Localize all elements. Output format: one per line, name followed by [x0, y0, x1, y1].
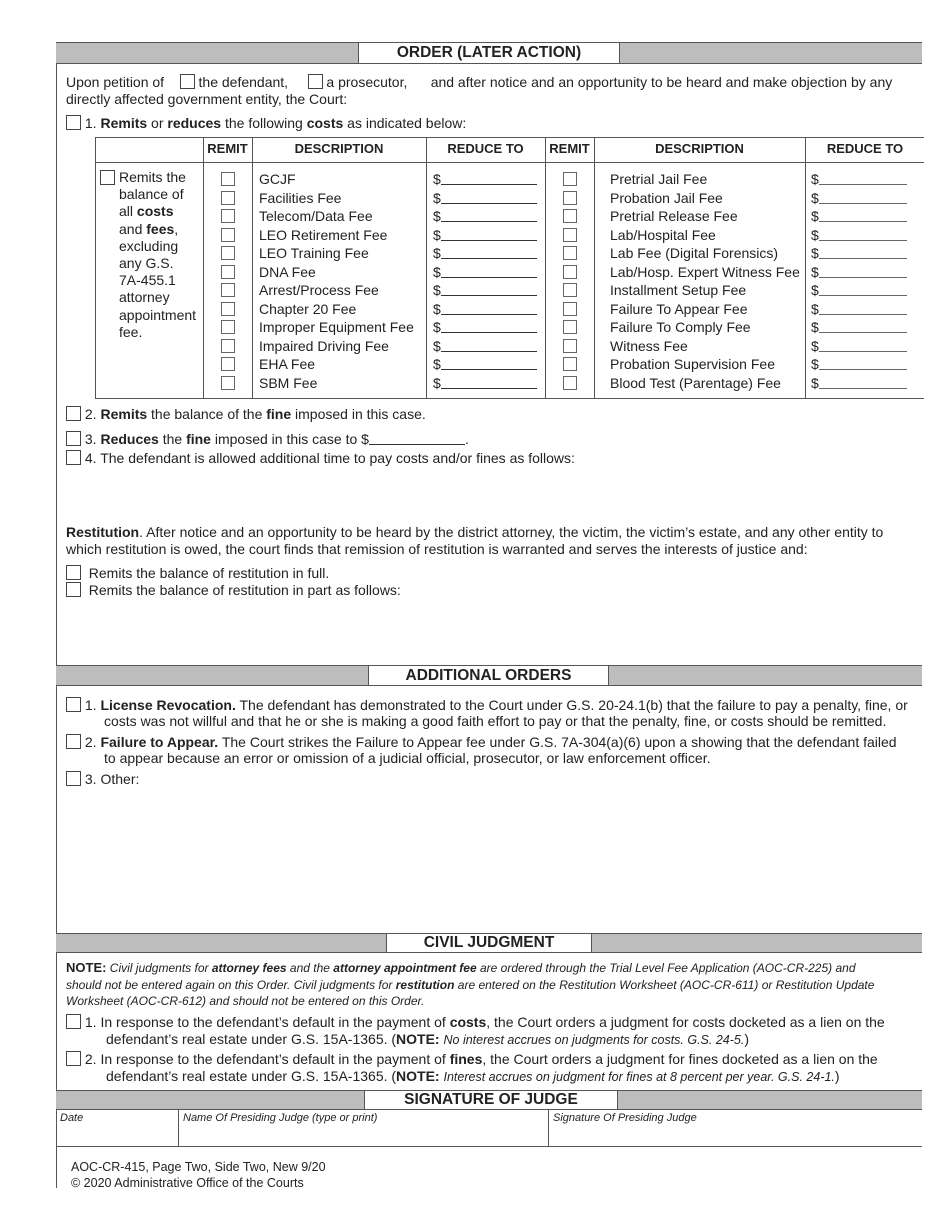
right-fee-description: Pretrial Release Fee	[610, 208, 738, 224]
left-reduce-to-field[interactable]	[441, 265, 537, 278]
section-title-signature: SIGNATURE OF JUDGE	[364, 1090, 618, 1110]
left-remit-row	[203, 207, 252, 226]
right-remit-checkbox[interactable]	[563, 320, 577, 334]
right-fee-description: Failure To Appear Fee	[610, 300, 748, 317]
left-reduce-to-row	[433, 189, 537, 208]
restitution-full-checkbox[interactable]	[66, 565, 81, 580]
header-reduce-to-right: REDUCE TO	[826, 141, 904, 156]
dollar-sign: $	[433, 189, 441, 206]
left-remit-checkbox[interactable]	[221, 228, 235, 242]
right-reduce-to-field[interactable]	[819, 246, 907, 259]
left-fee-description: DNA Fee	[259, 263, 316, 280]
left-reduce-to-field[interactable]	[441, 339, 537, 352]
right-remit-checkbox[interactable]	[563, 228, 577, 242]
right-remit-row	[545, 374, 594, 393]
restitution-part-checkbox[interactable]	[66, 582, 81, 597]
right-reduce-to-field[interactable]	[819, 191, 907, 204]
section-bar-order	[56, 42, 922, 64]
dollar-sign: $	[433, 226, 441, 243]
left-reduce-to-field[interactable]	[441, 246, 537, 259]
left-reduce-to-field[interactable]	[441, 320, 537, 333]
left-reduce-to-row	[433, 244, 537, 263]
left-reduce-to-row	[433, 207, 537, 226]
dollar-sign: $	[433, 300, 441, 317]
additional-item-1-line-2: costs was not willful and that he or she is making a good faith effort to pay or that the penalty, fine, or costs should be remitted.	[104, 713, 887, 729]
left-reduce-to-field[interactable]	[441, 357, 537, 370]
right-fee-description: Pretrial Jail Fee	[610, 171, 708, 187]
left-reduce-to-row	[433, 263, 537, 282]
left-remit-row	[203, 244, 252, 263]
left-reduce-to-row	[433, 355, 537, 374]
right-reduce-to-row	[811, 244, 907, 263]
right-remit-row	[545, 337, 594, 356]
right-reduce-to-row	[811, 355, 907, 374]
right-remit-row	[545, 281, 594, 300]
right-reduce-to-row	[811, 207, 907, 226]
additional-item-3: 3. Other:	[66, 771, 139, 788]
remit-left-column	[203, 170, 252, 392]
left-remit-checkbox[interactable]	[221, 302, 235, 316]
left-fee-description: Arrest/Process Fee	[259, 282, 379, 298]
right-reduce-to-row	[811, 170, 907, 189]
left-remit-checkbox[interactable]	[221, 172, 235, 186]
right-fee-description: Lab/Hospital Fee	[610, 226, 716, 243]
left-fee-description: LEO Training Fee	[259, 245, 369, 261]
left-reduce-to-field[interactable]	[441, 228, 537, 241]
civil-costs-checkbox[interactable]	[66, 1014, 81, 1029]
left-reduce-to-field[interactable]	[441, 302, 537, 315]
reduce-to-left-column	[433, 170, 537, 392]
dollar-sign: $	[811, 282, 819, 298]
left-fee-description: Improper Equipment Fee	[259, 319, 414, 335]
additional-item-1: 1. License Revocation. The defendant has demonstrated to the Court under G.S. 20-24.1(b) that the failure to pay a penalty, fine, or	[66, 697, 908, 714]
left-remit-checkbox[interactable]	[221, 265, 235, 279]
petition-line: Upon petition of the defendant, a prosecutor, and after notice and an opportunity to be heard and make objection by any	[66, 74, 893, 90]
right-remit-row	[545, 226, 594, 245]
section-bar-additional	[56, 665, 922, 686]
left-reduce-to-field[interactable]	[441, 283, 537, 296]
left-reduce-to-row	[433, 318, 537, 337]
right-reduce-to-row	[811, 281, 907, 300]
left-remit-checkbox[interactable]	[221, 246, 235, 260]
left-reduce-to-field[interactable]	[441, 191, 537, 204]
left-reduce-to-row	[433, 300, 537, 319]
left-reduce-to-row	[433, 226, 537, 245]
right-reduce-to-field[interactable]	[819, 172, 907, 185]
dollar-sign: $	[811, 245, 819, 261]
left-fee-description: EHA Fee	[259, 356, 316, 372]
restitution-full-option: Remits the balance of restitution in full.	[66, 565, 329, 582]
left-remit-checkbox[interactable]	[221, 376, 235, 390]
header-reduce-to-left: REDUCE TO	[447, 141, 524, 156]
left-reduce-to-row	[433, 281, 537, 300]
left-fee-description: Chapter 20 Fee	[259, 300, 357, 317]
civil-item-1: 1. In response to the defendant’s default in the payment of costs, the Court orders a judgment for costs docketed as a lien on the	[66, 1014, 885, 1031]
right-reduce-to-row	[811, 318, 907, 337]
left-remit-row	[203, 337, 252, 356]
right-remit-checkbox[interactable]	[563, 339, 577, 353]
left-remit-row	[203, 300, 252, 319]
right-reduce-to-row	[811, 374, 907, 393]
item-4-additional-time: 4. The defendant is allowed additional time to pay costs and/or fines as follows:	[66, 450, 575, 467]
right-reduce-to-field[interactable]	[819, 339, 907, 352]
right-reduce-to-row	[811, 226, 907, 245]
left-fee-description: Impaired Driving Fee	[259, 337, 389, 354]
right-reduce-to-field[interactable]	[819, 228, 907, 241]
dollar-sign: $	[433, 356, 441, 372]
left-fee-description: SBM Fee	[259, 374, 318, 391]
dollar-sign: $	[433, 337, 441, 354]
dollar-sign: $	[811, 226, 819, 243]
restitution-part-option: Remits the balance of restitution in part as follows:	[66, 582, 401, 599]
civil-fines-checkbox[interactable]	[66, 1051, 81, 1066]
right-reduce-to-field[interactable]	[819, 320, 907, 333]
right-reduce-to-field[interactable]	[819, 376, 907, 389]
right-remit-checkbox[interactable]	[563, 265, 577, 279]
judge-signature-field[interactable]	[549, 1124, 921, 1145]
date-field-label: Date	[60, 1112, 84, 1124]
right-remit-checkbox[interactable]	[563, 376, 577, 390]
right-reduce-to-field[interactable]	[819, 283, 907, 296]
copyright: © 2020 Administrative Office of the Courts	[71, 1176, 304, 1190]
remits-all-checkbox-wrap	[100, 170, 115, 186]
dollar-sign: $	[811, 208, 819, 224]
right-remit-row	[545, 207, 594, 226]
other-checkbox[interactable]	[66, 771, 81, 786]
right-fee-description: Witness Fee	[610, 337, 688, 354]
failure-to-appear-checkbox[interactable]	[66, 734, 81, 749]
civil-item-2-line-2: defendant’s real estate under G.S. 15A-1365. (NOTE: Interest accrues on judgment for fines at 8 percent per year. G.S. 24-1.)	[106, 1068, 840, 1084]
section-bar-signature	[56, 1090, 922, 1110]
right-remit-checkbox[interactable]	[563, 283, 577, 297]
right-fee-description: Lab Fee (Digital Forensics)	[610, 245, 779, 261]
left-reduce-to-row	[433, 337, 537, 356]
petition-line-2: directly affected government entity, the Court:	[66, 91, 348, 107]
section-bar-civil	[56, 933, 922, 953]
left-remit-row	[203, 263, 252, 282]
section-title-civil: CIVIL JUDGMENT	[386, 933, 592, 953]
dollar-sign: $	[433, 282, 441, 298]
item-4-checkbox[interactable]	[66, 450, 81, 465]
right-reduce-to-field[interactable]	[819, 265, 907, 278]
header-description-left: DESCRIPTION	[294, 141, 384, 156]
item-3-reduces-fine: 3. Reduces the fine imposed in this case to $ .	[66, 431, 469, 448]
left-reduce-to-field[interactable]	[441, 376, 537, 389]
item-2-checkbox[interactable]	[66, 406, 81, 421]
right-reduce-to-row	[811, 189, 907, 208]
right-reduce-to-row	[811, 337, 907, 356]
right-fee-description: Installment Setup Fee	[610, 282, 747, 298]
header-remit-right: REMIT	[549, 141, 590, 156]
right-reduce-to-field[interactable]	[819, 357, 907, 370]
defendant-checkbox[interactable]	[180, 74, 195, 89]
judge-signature-field-label: Signature Of Presiding Judge	[553, 1112, 697, 1124]
header-remit-left: REMIT	[207, 141, 248, 156]
left-remit-checkbox[interactable]	[221, 357, 235, 371]
left-remit-checkbox[interactable]	[221, 320, 235, 334]
judge-name-field-label: Name Of Presiding Judge (type or print)	[183, 1112, 378, 1124]
left-reduce-to-field[interactable]	[441, 172, 537, 185]
civil-item-2: 2. In response to the defendant’s default in the payment of fines, the Court orders a judgment for fines docketed as a lien on the	[66, 1051, 878, 1068]
dollar-sign: $	[811, 189, 819, 206]
right-remit-checkbox[interactable]	[563, 209, 577, 223]
fee-table	[95, 137, 924, 399]
left-fee-description: LEO Retirement Fee	[259, 226, 388, 243]
left-fee-description: Facilities Fee	[259, 189, 342, 206]
additional-item-2: 2. Failure to Appear. The Court strikes the Failure to Appear fee under G.S. 7A-304(a)(6) upon a showing that the defendant failed	[66, 734, 897, 751]
right-remit-row	[545, 244, 594, 263]
section-title-additional: ADDITIONAL ORDERS	[368, 665, 609, 686]
date-field[interactable]	[57, 1124, 177, 1145]
reduce-fine-amount-field[interactable]	[369, 432, 465, 445]
right-reduce-to-row	[811, 300, 907, 319]
left-remit-row	[203, 374, 252, 393]
additional-item-2-line-2: to appear because an error or omission of a judicial official, prosecutor, or law enforcement officer.	[104, 750, 711, 766]
left-remit-checkbox[interactable]	[221, 191, 235, 205]
judge-name-field[interactable]	[179, 1124, 547, 1145]
left-remit-row	[203, 189, 252, 208]
right-fee-description: Probation Supervision Fee	[610, 356, 775, 372]
license-revocation-checkbox[interactable]	[66, 697, 81, 712]
remit-right-column	[545, 170, 594, 392]
right-fee-description: Blood Test (Parentage) Fee	[610, 374, 781, 391]
right-remit-row	[545, 263, 594, 282]
dollar-sign: $	[433, 208, 441, 224]
right-reduce-to-row	[811, 263, 907, 282]
right-fee-description: Probation Jail Fee	[610, 189, 723, 206]
prosecutor-checkbox[interactable]	[308, 74, 323, 89]
dollar-sign: $	[811, 374, 819, 391]
left-remit-row	[203, 226, 252, 245]
dollar-sign: $	[811, 337, 819, 354]
form-left-border	[56, 42, 57, 1188]
section-title-order: ORDER (LATER ACTION)	[358, 42, 620, 64]
dollar-sign: $	[811, 171, 819, 187]
form-number: AOC-CR-415, Page Two, Side Two, New 9/20	[71, 1160, 326, 1174]
civil-judgment-note: NOTE: Civil judgments for attorney fees and the attorney appointment fee are ordered through the Trial Level Fee Application (AOC-CR-225) and should not be entered again on this Order. Civil judgments for restitution are entered on the Restitution Worksheet (AOC-CR-611) or Restitution Update Worksheet (AOC-CR-612) and should not be entered on this Order.	[66, 960, 875, 1008]
header-description-right: DESCRIPTION	[655, 141, 744, 156]
dollar-sign: $	[811, 263, 819, 280]
right-remit-row	[545, 318, 594, 337]
right-remit-row	[545, 300, 594, 319]
item-2-remits-fine: 2. Remits the balance of the fine imposed in this case.	[66, 406, 426, 423]
left-remit-row	[203, 318, 252, 337]
right-remit-checkbox[interactable]	[563, 246, 577, 260]
right-remit-checkbox[interactable]	[563, 191, 577, 205]
left-remit-row	[203, 170, 252, 189]
left-remit-checkbox[interactable]	[221, 339, 235, 353]
left-reduce-to-row	[433, 374, 537, 393]
dollar-sign: $	[811, 356, 819, 372]
left-remit-checkbox[interactable]	[221, 209, 235, 223]
left-fee-description: Telecom/Data Fee	[259, 208, 373, 224]
right-fee-description: Failure To Comply Fee	[610, 319, 751, 335]
dollar-sign: $	[811, 300, 819, 317]
dollar-sign: $	[433, 245, 441, 261]
restitution-paragraph-2: which restitution is owed, the court finds that remission of restitution is warranted and serves the interests of justice and:	[66, 541, 808, 557]
dollar-sign: $	[433, 263, 441, 280]
restitution-paragraph: Restitution. After notice and an opportunity to be heard by the district attorney, the victim, the victim’s estate, and any other entity to	[66, 524, 884, 540]
item-3-checkbox[interactable]	[66, 431, 81, 446]
left-remit-row	[203, 355, 252, 374]
dollar-sign: $	[433, 171, 441, 187]
right-reduce-to-field[interactable]	[819, 209, 907, 222]
dollar-sign: $	[433, 374, 441, 391]
left-remit-row	[203, 281, 252, 300]
left-fee-description: GCJF	[259, 171, 296, 187]
right-remit-row	[545, 170, 594, 189]
dollar-sign: $	[811, 319, 819, 335]
right-reduce-to-field[interactable]	[819, 302, 907, 315]
right-remit-row	[545, 355, 594, 374]
reduce-to-right-column	[811, 170, 907, 392]
right-remit-row	[545, 189, 594, 208]
left-reduce-to-row	[433, 170, 537, 189]
remits-all-text: Remits the balance of all costs and fees, excluding any G.S. 7A-455.1 attorney appointment fee.	[119, 169, 197, 340]
civil-item-1-line-2: defendant’s real estate under G.S. 15A-1365. (NOTE: No interest accrues on judgments for costs. G.S. 24-5.)	[106, 1031, 750, 1047]
remits-all-checkbox[interactable]	[100, 170, 115, 185]
dollar-sign: $	[433, 319, 441, 335]
right-fee-description: Lab/Hosp. Expert Witness Fee	[610, 263, 800, 280]
right-remit-checkbox[interactable]	[563, 302, 577, 316]
description-left-column	[259, 170, 414, 392]
item-1-remits-costs: 1. Remits or reduces the following costs as indicated below:	[66, 115, 466, 132]
item-1-checkbox[interactable]	[66, 115, 81, 130]
description-right-column	[610, 170, 800, 392]
right-remit-checkbox[interactable]	[563, 172, 577, 186]
left-remit-checkbox[interactable]	[221, 283, 235, 297]
right-remit-checkbox[interactable]	[563, 357, 577, 371]
left-reduce-to-field[interactable]	[441, 209, 537, 222]
